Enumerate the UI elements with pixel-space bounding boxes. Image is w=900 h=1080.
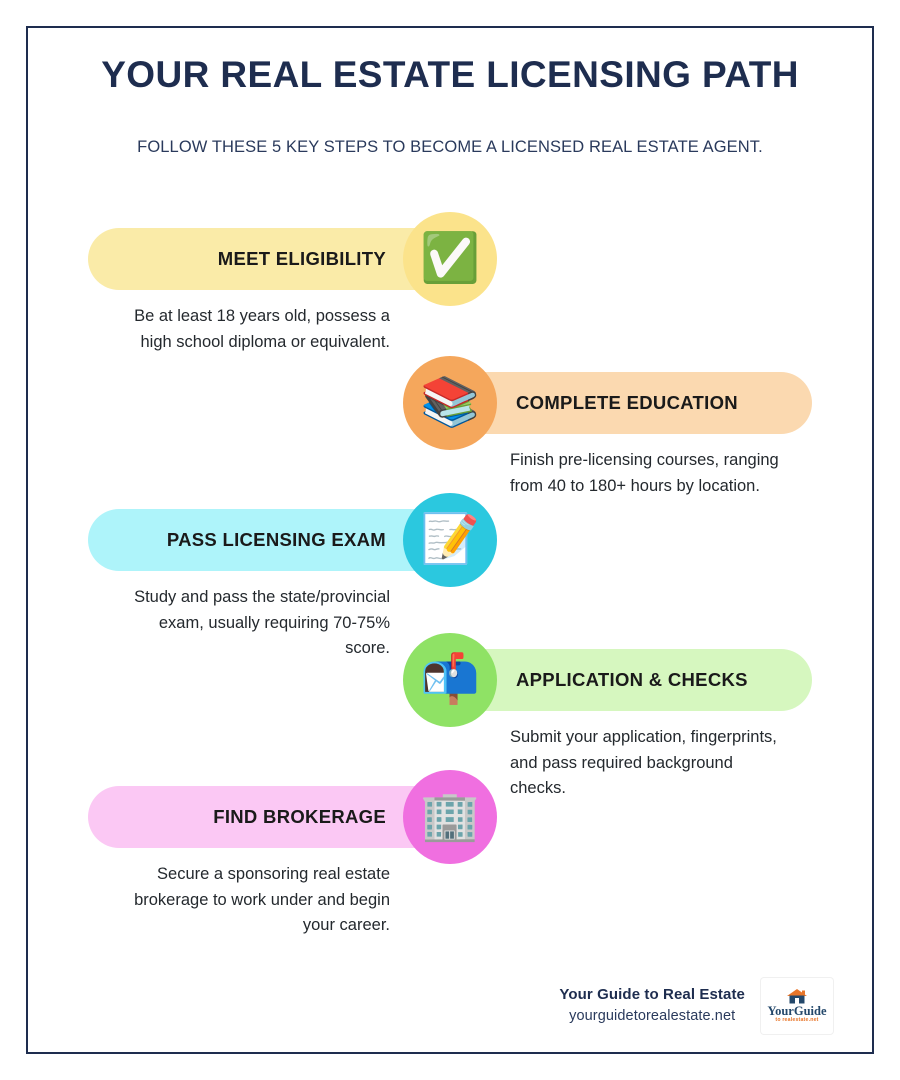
step-icon-badge-1 [403,212,497,306]
house-logo-icon [786,988,808,1004]
step-description-1: Be at least 18 years old, possess a high school diploma or equivalent. [134,307,390,351]
footer-website-url[interactable]: yourguidetorealestate.net [569,1008,736,1025]
footer-text-block [559,984,761,1028]
page-subtitle: FOLLOW THESE 5 KEY STEPS TO BECOME A LICENSED REAL ESTATE AGENT. [137,138,763,157]
step-icon-badge-3 [403,493,497,587]
office-building-icon: 🏢 [420,790,480,843]
step-label-2: COMPLETE EDUCATION [516,392,738,413]
step-description-3: Study and pass the state/provincial exam, usually requiring 70-75% score. [134,588,390,658]
brand-logo[interactable] [761,978,833,1034]
memo-pencil-icon: 📝 [420,513,480,566]
step-icon-badge-2 [403,356,497,450]
step-description-2: Finish pre-licensing courses, ranging from 40 to 180+ hours by location. [510,451,779,495]
page-title: YOUR REAL ESTATE LICENSING PATH [101,54,799,95]
footer [488,978,833,1034]
footer-brand-name: Your Guide to Real Estate [559,985,745,1003]
step-icon-badge-4 [403,633,497,727]
books-icon: 📚 [420,376,480,429]
check-mark-button-icon: ✅ [420,232,480,285]
open-mailbox-with-raised-flag-icon: 📬 [420,653,480,706]
step-label-1: MEET ELIGIBILITY [217,248,386,269]
step-description-4: Submit your application, fingerprints, and pass required background checks. [510,728,777,798]
step-description-5: Secure a sponsoring real estate brokerage to work under and begin your career. [134,865,390,935]
step-label-4: APPLICATION & CHECKS [516,669,748,690]
step-label-5: FIND BROKERAGE [213,806,386,827]
logo-tagline: to realestate.net [775,1017,819,1024]
step-icon-badge-5 [403,770,497,864]
step-label-3: PASS LICENSING EXAM [166,529,386,550]
logo-wordmark: YourGuide [767,1003,827,1018]
